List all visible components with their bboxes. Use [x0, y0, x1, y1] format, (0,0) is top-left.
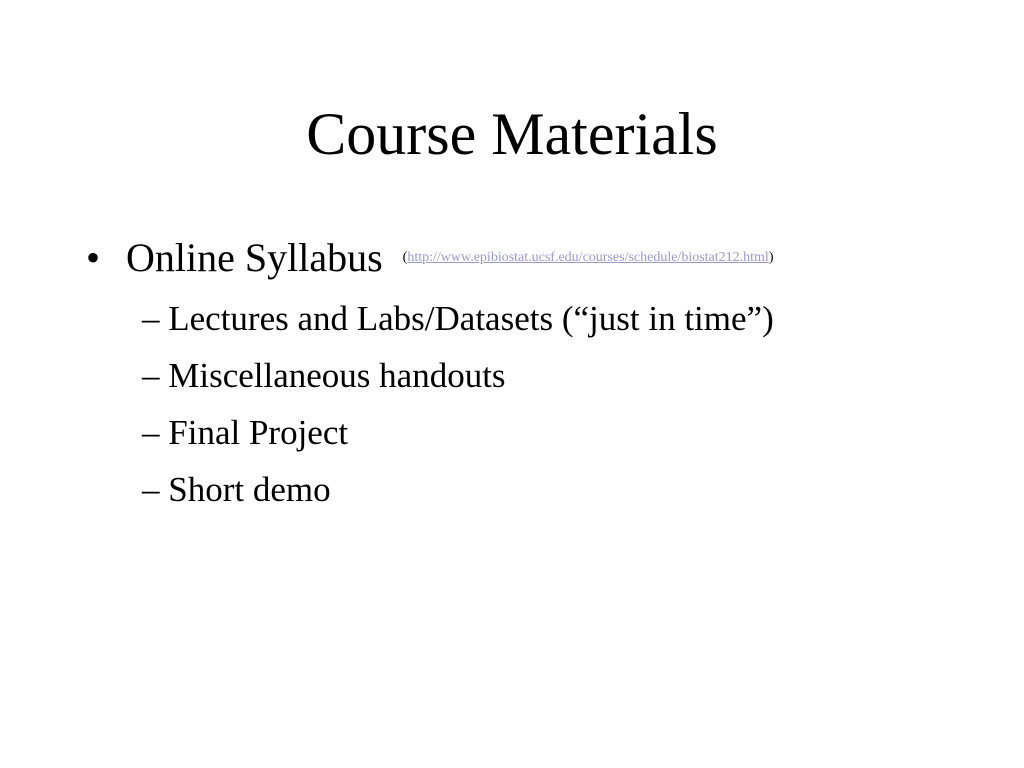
sub-list — [86, 290, 986, 518]
link-open-paren: ( — [402, 250, 408, 265]
sub-item-lectures — [86, 290, 986, 347]
slide-title: Course Materials — [306, 101, 718, 167]
link-close-paren: ) — [768, 250, 774, 265]
bullet-text: Online Syllabus — [126, 235, 383, 280]
bullet-online-syllabus — [86, 232, 986, 284]
sub-item-text: – Miscellaneous handouts — [142, 356, 506, 395]
bullet-text-wrap — [126, 232, 774, 294]
sub-item-text: – Short demo — [142, 470, 331, 509]
slide-body — [86, 232, 986, 518]
sub-item-short-demo — [86, 461, 986, 518]
bullet-mark: • — [86, 235, 101, 280]
sub-item-text: – Lectures and Labs/Datasets (“just in time”) — [142, 299, 774, 338]
sub-item-text: – Final Project — [142, 413, 349, 452]
sub-item-handouts — [86, 347, 986, 404]
syllabus-link-wrap — [403, 250, 774, 265]
syllabus-link[interactable]: http://www.epibiostat.ucsf.edu/courses/schedule/biostat212.html — [407, 250, 769, 265]
sub-item-final-project — [86, 404, 986, 461]
